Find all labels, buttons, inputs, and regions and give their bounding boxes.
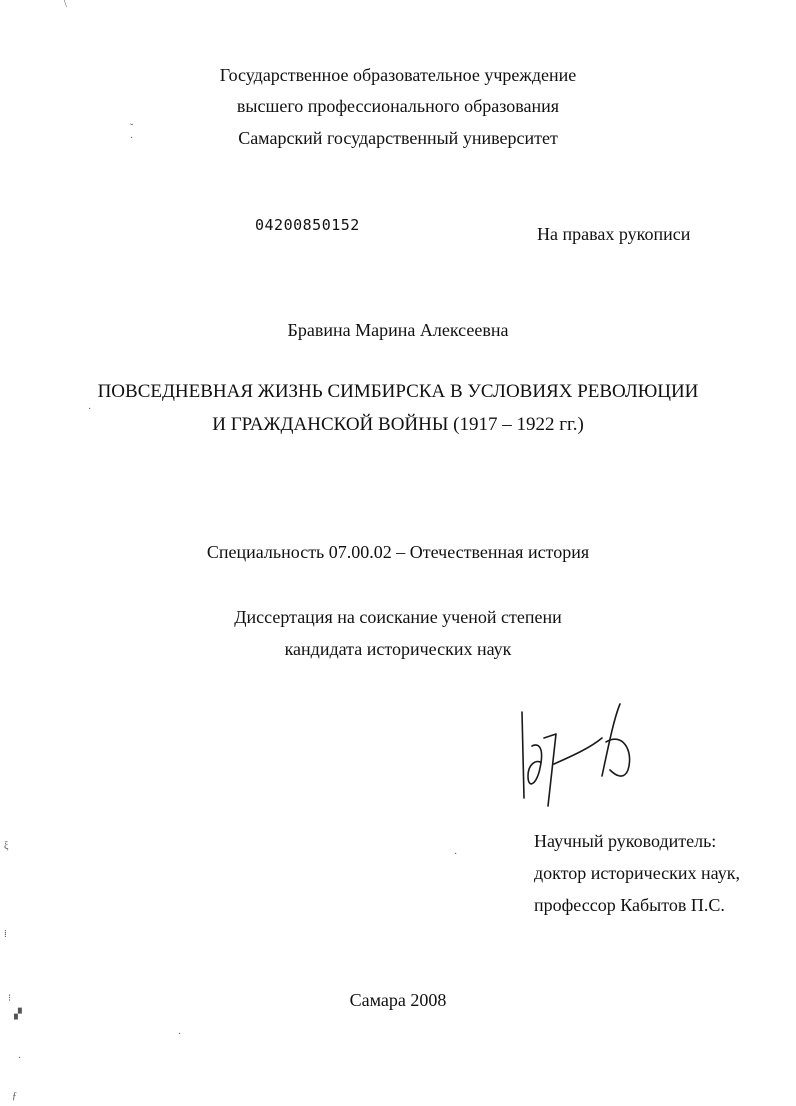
specialty: Специальность 07.00.02 – Отечественная история <box>206 542 590 562</box>
supervisor-label: Научный руководитель: <box>534 831 717 851</box>
title-line-1: ПОВСЕДНЕВНАЯ ЖИЗНЬ СИМБИРСКА В УСЛОВИЯХ РЕВОЛЮЦИИ <box>97 381 699 402</box>
scan-speck: ξ <box>4 841 9 852</box>
institution-line-1: Государственное образовательное учреждение <box>219 65 577 85</box>
scan-speck: · <box>18 1053 22 1064</box>
supervisor-degree: доктор исторических наук, <box>534 863 740 883</box>
scan-speck: ⁞ <box>4 929 7 940</box>
institution-line-2: высшего профессионального образования <box>236 96 560 116</box>
scan-speck: · <box>88 404 92 415</box>
handwritten-signature <box>510 698 640 808</box>
scan-speck: · <box>454 849 458 860</box>
scan-speck: \ <box>64 0 67 10</box>
scan-speck: · <box>178 1029 182 1040</box>
scan-speck: · <box>130 133 134 144</box>
dissertation-line-2: кандидата исторических наук <box>284 639 512 659</box>
dissertation-line-1: Диссертация на соискание ученой степени <box>234 607 562 627</box>
manuscript-rights: На правах рукописи <box>537 224 691 244</box>
footer-city-year: Самара 2008 <box>349 990 447 1010</box>
author-name: Бравина Марина Алексеевна <box>287 320 509 340</box>
scan-speck: ƒ <box>12 1091 17 1102</box>
registration-number: 04200850152 <box>255 216 360 234</box>
scan-speck: ⁝ <box>8 993 12 1004</box>
scan-speck: ▞ <box>14 1009 22 1020</box>
institution-line-3: Самарский государственный университет <box>238 128 558 148</box>
scan-speck: ˇ <box>130 123 134 134</box>
supervisor-name: профессор Кабытов П.С. <box>534 895 725 915</box>
title-line-2: И ГРАЖДАНСКОЙ ВОЙНЫ (1917 – 1922 гг.) <box>212 414 584 435</box>
